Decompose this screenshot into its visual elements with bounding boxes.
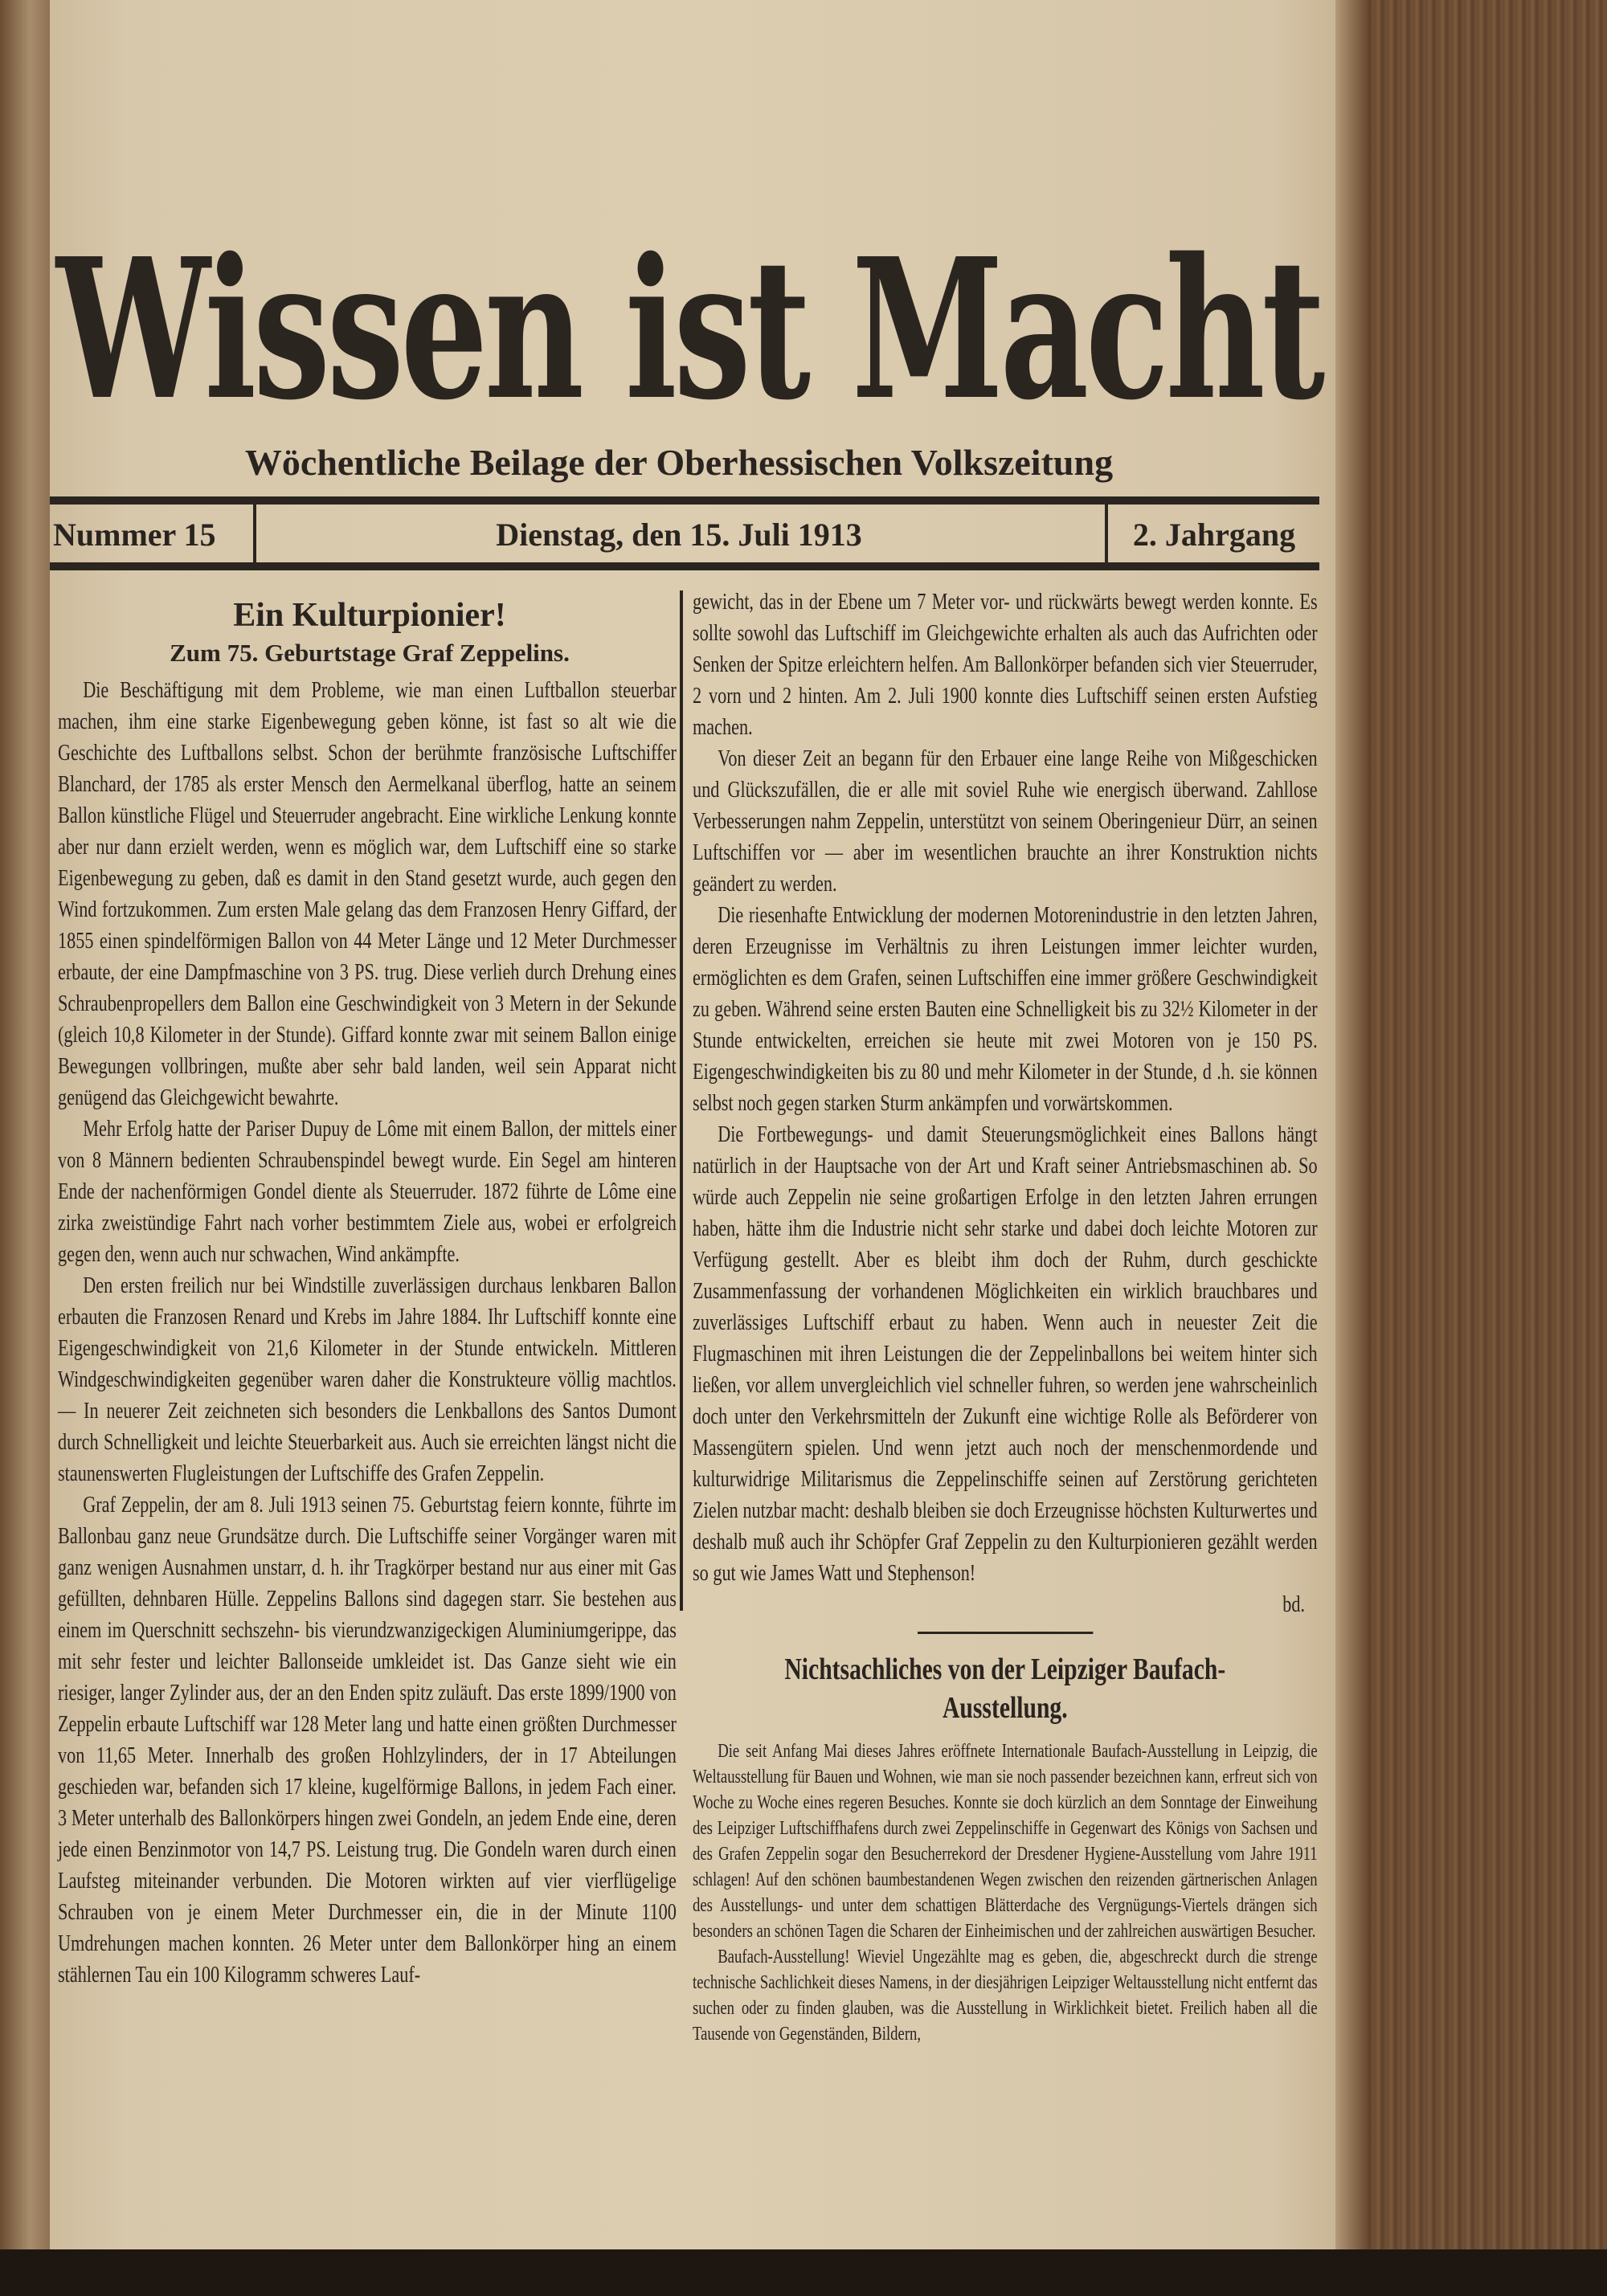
article-body: [693, 1738, 1318, 2047]
masthead: [56, 216, 1322, 443]
article-title-line: Ausstellung.: [943, 1691, 1068, 1725]
paragraph: Die Beschäftigung mit dem Probleme, wie man einen Luftballon steuerbar machen, ihm eine starke Eigenbewegung geben könne, ist fast so alt wie die Geschichte des Luftballons selbst. Schon der berühmte französische Luftschiffer Blanchard, der 1785 als erster Mensch den Aermelkanal überflog, hatte an seinem Ballon künstliche Flügel und Steuerruder angebracht. Eine wirkliche Lenkung konnte aber nur dann erzielt werden, wenn es möglich war, dem Luftschiff eine so starke Eigenbewegung zu geben, daß es damit in den Stand gesetzt wurde, auch gegen den Wind fortzukommen. Zum ersten Male gelang das dem Franzosen Henry Giffard, der 1855 einen spindelförmigen Ballon von 44 Meter Länge und 12 Meter Durchmesser erbaute, der eine Dampfmaschine von 3 PS. trug. Diese verlieh durch Drehung eines Schraubenpropellers dem Ballon eine Geschwindigkeit von 3 Metern in der Sekunde (gleich 10,8 Kilometer in der Stunde). Giffard konnte zwar mit seinem Ballon einige Bewegungen vollbringen, mußte aber sehr bald landen, weil sein Apparat nicht genügend das Gleichgewicht bewahrte.: [58, 678, 677, 1110]
paragraph: Die riesenhafte Entwicklung der modernen Motorenindustrie in den letzten Jahren, deren Erzeugnisse im Verhältnis zu ihren Leistungen immer leichter wurden, ermöglichten es dem Grafen, seinen Luftschiffen eine immer größere Geschwindigkeit zu geben. Während seine ersten Bauten eine Schnelligkeit bis zu 32½ Kilometer in der Stunde entwickelten, erreichen sie heute mit zwei Motoren von je 150 PS. Eigengeschwindigkeiten bis zu 80 und mehr Kilometer in der Stunde, d .h. sie können selbst noch gegen starken Sturm ankämpfen und vorwärtskommen.: [693, 903, 1318, 1116]
issue-date: Dienstag, den 15. Juli 1913: [496, 516, 862, 553]
book-edge-right: [1335, 0, 1607, 2296]
article-column-right: [693, 586, 1318, 2047]
paragraph: Graf Zeppelin, der am 8. Juli 1913 seinen 75. Geburtstag feiern konnte, führte im Ballonbau ganz neue Grundsätze durch. Die Luftschiffe seiner Vorgänger waren mit ganz wenigen Ausnahmen unstarr, d. h. ihr Tragkörper bestand nur aus einer mit Gas gefüllten, dehnbaren Hülle. Zeppelins Ballons sind dagegen starr. Sie bestehen aus einem im Querschnitt sechszehn- bis vierundzwanzigeckigen Aluminiumgerippe, das mit sehr fester und leichter Ballonseide umkleidet ist. Das Ganze sieht wie ein riesiger, langer Zylinder aus, der an den Enden spitz zuläuft. Das erste 1899/1900 von Zeppelin erbaute Luftschiff war 128 Meter lang und hatte einen größten Durchmesser von 11,65 Meter. Innerhalb des großen Hohlzylinders, der in 17 Abteilungen geschieden war, befanden sich 17 kleine, kugelförmige Ballons, in jedem Fach einer. 3 Meter unterhalb des Ballonkörpers hingen zwei Gondeln, an jedem Ende eine, deren jede einen Benzinmotor von 14,7 PS. Leistung trug. Die Gondeln waren durch einen Laufsteg miteinander verbunden. Die Motoren wirkten auf vier vierflügelige Schrauben von je einem Meter Durchmesser ein, die in der Minute 1100 Umdrehungen machen konnten. 26 Meter unter dem Ballonkörper hing an einem stählernen Tau ein 100 Kilogramm schweres Lauf-: [58, 1493, 677, 1988]
header-rule-bottom: [50, 562, 1319, 570]
masthead-subtitle: Wöchentliche Beilage der Oberhessischen Volkszeitung: [244, 442, 1114, 483]
paragraph: Den ersten freilich nur bei Windstille zuverlässigen durchaus lenkbaren Ballon erbauten die Franzosen Renard und Krebs im Jahre 1884. Ihr Luftschiff konnte eine Eigengeschwindigkeit von 21,6 Kilometer in der Stunde entwickeln. Mittleren Windgeschwindigkeiten gegenüber waren daher die Konstrukteure völlig machtlos. — In neuerer Zeit zeichneten sich besonders die Lenkballons des Santos Dumont durch Schnelligkeit und leichte Steuerbarkeit aus. Auch sie erreichten längst nicht die staunenswerten Flugleistungen der Luftschiffe des Grafen Zeppelin.: [58, 1273, 677, 1486]
masthead-title: Wissen ist Macht: [56, 216, 1322, 443]
issue-volume: 2. Jahrgang: [1132, 516, 1296, 553]
issue-number: Nummer 15: [53, 516, 216, 553]
book-bottom-edge: [0, 2249, 1607, 2296]
paragraph: Mehr Erfolg hatte der Pariser Dupuy de Lôme mit einem Ballon, der mittels einer von 8 Männern bedienten Schraubenspindel bewegt wurde. Ein Segel am hinteren Ende der nachenförmigen Gondel diente als Steuerruder. 1872 führte de Lôme eine zirka zweistündige Fahrt nach vorher bestimmtem Ziele aus, wobei er erfolgreich gegen den, wenn auch nur schwachen, Wind ankämpfte.: [58, 1117, 677, 1267]
paragraph: Von dieser Zeit an begann für den Erbauer eine lange Reihe von Mißgeschicken und Glückszufällen, die er alle mit soviel Ruhe wie energisch überwand. Zahllose Verbesserungen nahm Zeppelin, unterstützt von seinem Oberingenieur Dürr, an seinen Luftschiffen vor — aber im wesentlichen brauchte an ihrer Konstruktion nichts geändert zu werden.: [693, 746, 1318, 897]
article-column-left: [58, 675, 677, 1991]
author-signature: bd.: [1282, 1592, 1306, 1617]
header-divider: [253, 502, 256, 565]
article-title: [693, 1650, 1318, 1727]
paragraph: Die seit Anfang Mai dieses Jahres eröffnete Internationale Baufach-Ausstellung in Leipzig, die Weltausstellung für Bauen und Wohnen, wie man sie noch passender bezeichnen kann, erfreut sich von Woche zu Woche eines regeren Besuches. Konnte sie doch kürzlich an dem Sonntage der Einweihung des Leipziger Luftschiffhafens durch zwei Zeppelinschiffe in Gegenwart des Königs von Sachsen und des Grafen Zeppelin sogar den Besucherrekord der Dresdener Hygiene-Ausstellung vom Jahre 1911 schlagen! Auf den schönen baumbestandenen Wegen zwischen den reizenden gärtnerischen Anlagen des Ausstellungs- und unter dem schattigen Blätterdache des Vergnügungs-Viertels drängen sich besonders an schönen Tagen die Scharen der Einheimischen und der zahlreichen auswärtigen Besucher.: [693, 1741, 1318, 1942]
column-rule: [680, 590, 683, 1611]
header-divider: [1105, 502, 1108, 565]
paragraph: gewicht, das in der Ebene um 7 Meter vor- und rückwärts bewegt werden konnte. Es sollte sowohl das Luftschiff im Gleichgewichte erhalten als auch das Aufrichten oder Senken der Spitze erleichtern helfen. Am Ballonkörper befanden sich vier Steuerruder, 2 vorn und 2 hinten. Am 2. Juli 1900 konnte dies Luftschiff seinen ersten Aufstieg machen.: [693, 590, 1318, 740]
header-rule-top: [50, 496, 1319, 505]
article-title-line: Nichtsachliches von der Leipziger Baufach-: [784, 1653, 1226, 1686]
article-title: Ein Kulturpionier!: [233, 597, 506, 634]
paragraph: Die Fortbewegungs- und damit Steuerungsmöglichkeit eines Ballons hängt natürlich in der Hauptsache von der Art und Kraft seiner Antriebsmaschinen ab. So würde auch Zeppelin nie seine großartigen Erfolge in den letzten Jahren errungen haben, hätte ihm die Industrie nicht sehr starke und dabei doch leichte Motoren zur Verfügung gestellt. Aber es bleibt ihm doch der Ruhm, durch geschickte Zusammenfassung der vorhandenen Möglichkeiten ein wirklich brauchbares und zuverlässiges Luftschiff erbaut zu haben. Wenn auch in neuester Zeit die Flugmaschinen mit ihren Leistungen die der Zeppelinballons bei weitem hinter sich ließen, vor allem unvergleichlich viel schneller fuhren, so werden jene wahrscheinlich doch unter den Verkehrsmitteln der Zukunft eine wichtige Rolle als Beförderer von Massengütern spielen. Und wenn jetzt auch noch der menschenmordende und kulturwidrige Militarismus die Zeppelinschiffe seinen auf Zerstörung gerichteten Zielen nutzbar macht: deshalb bleiben sie doch Erzeugnisse höchsten Kulturwertes und deshalb muß auch ihr Schöpfer Graf Zeppelin zu den Kulturpionieren gezählt werden so gut wie James Watt und Stephenson!: [693, 1122, 1318, 1586]
book-binding-left: [0, 0, 50, 2296]
article-separator: [918, 1632, 1093, 1634]
article-subtitle: Zum 75. Geburtstage Graf Zeppelins.: [170, 639, 570, 667]
paragraph: Baufach-Ausstellung! Wieviel Ungezählte mag es geben, die, abgeschreckt durch die strenge technische Sachlichkeit dieses Namens, in der diesjährigen Leipziger Weltausstellung nicht entfernt das suchen oder zu finden glauben, was die Ausstellung in Wirklichkeit bietet. Freilich haben all die Tausende von Gegenständen, Bildern,: [693, 1947, 1318, 2045]
